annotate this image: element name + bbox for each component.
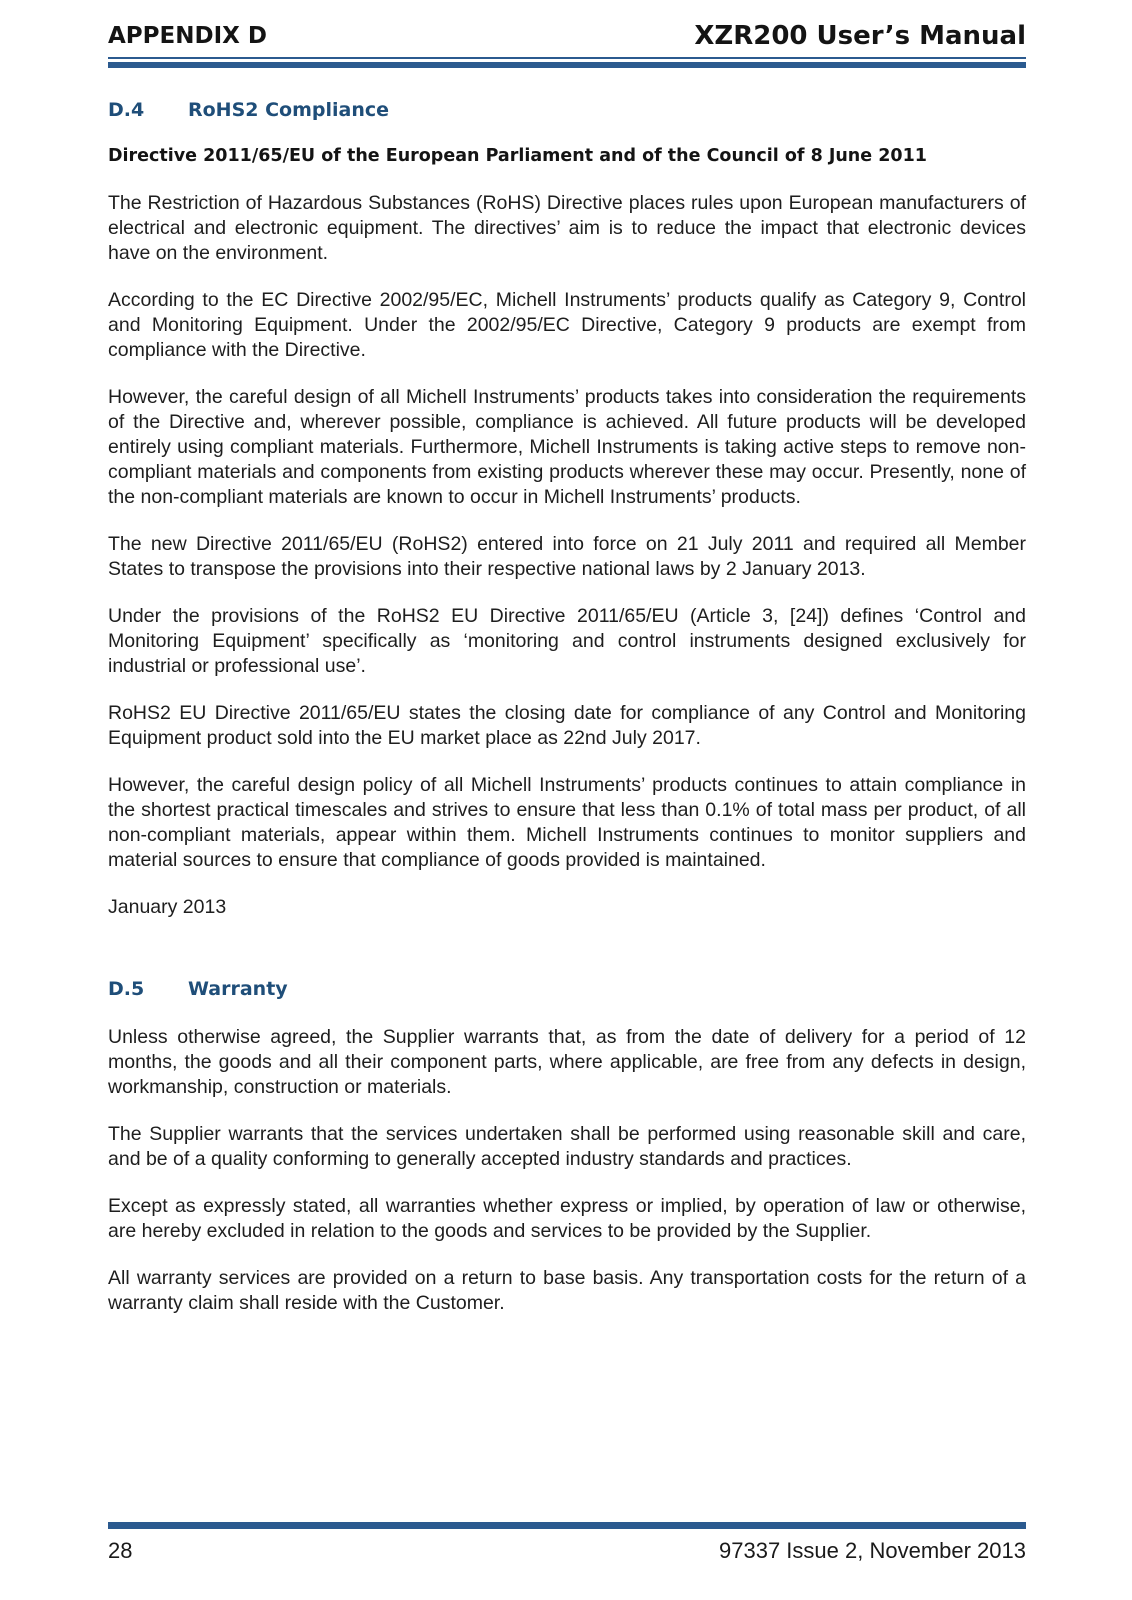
section-title: Warranty <box>188 978 288 1000</box>
section-title: RoHS2 Compliance <box>188 99 390 121</box>
section-heading-rohs2 <box>108 96 1026 124</box>
paragraph: All warranty services are provided on a return to base basis. Any transportation costs for the return of a warranty claim shall reside with the Customer. <box>108 1267 1026 1314</box>
paragraph: Except as expressly stated, all warranties whether express or implied, by operation of law or otherwise, are hereby excluded in relation to the goods and services to be provided by the Supplier. <box>108 1195 1026 1242</box>
page-number: 28 <box>108 1538 133 1563</box>
paragraph: However, the careful design policy of all Michell Instruments’ products continues to attain compliance in the shortest practical timescales and strives to ensure that less than 0.1% of total mass per product, of all non-compliant materials, appear within them. Michell Instruments continues to monitor suppliers and material sources to ensure that compliance of goods provided is maintained. <box>108 774 1026 871</box>
manual-title: XZR200 User’s Manual <box>694 21 1026 51</box>
paragraph: Under the provisions of the RoHS2 EU Directive 2011/65/EU (Article 3, [24]) defines ‘Control and Monitoring Equipment’ specifically as ‘monitoring and control instruments designed exclusively for industrial or professional use’. <box>108 605 1026 677</box>
paragraph: The new Directive 2011/65/EU (RoHS2) entered into force on 21 July 2011 and required all Member States to transpose the provisions into their respective national laws by 2 January 2013. <box>108 533 1026 580</box>
header-rule-thin <box>108 57 1026 59</box>
section-number: D.4 <box>108 99 145 121</box>
page-header <box>108 18 1026 54</box>
paragraph: RoHS2 EU Directive 2011/65/EU states the closing date for compliance of any Control and Monitoring Equipment product sold into the EU market place as 22nd July 2017. <box>108 702 1026 749</box>
paragraph: The Restriction of Hazardous Substances (RoHS) Directive places rules upon European manufacturers of electrical and electronic equipment. The directives’ aim is to reduce the impact that electronic devices have on the environment. <box>108 192 1026 264</box>
header-rule-thick <box>108 62 1026 68</box>
section-gap <box>108 920 1026 975</box>
section-heading-warranty <box>108 975 1026 1003</box>
appendix-label: APPENDIX D <box>108 23 267 49</box>
section-number: D.5 <box>108 978 145 1000</box>
paragraph: The Supplier warrants that the services undertaken shall be performed using reasonable skill and care, and be of a quality conforming to generally accepted industry standards and practices. <box>108 1123 1026 1170</box>
page-content <box>108 96 1026 1316</box>
date-line: January 2013 <box>108 896 227 918</box>
directive-subheading: Directive 2011/65/EU of the European Parliament and of the Council of 8 June 2011 <box>108 146 927 166</box>
paragraph: According to the EC Directive 2002/95/EC, Michell Instruments’ products qualify as Category 9, Control and Monitoring Equipment. Under the 2002/95/EC Directive, Category 9 products are exempt from compliance with the Directive. <box>108 289 1026 361</box>
footer-rule <box>108 1522 1026 1529</box>
paragraph: However, the careful design of all Michell Instruments’ products takes into consideration the requirements of the Directive and, wherever possible, compliance is achieved. All future products will be developed entirely using compliant materials. Furthermore, Michell Instruments is taking active steps to remove non-compliant materials and components from existing products wherever these may occur. Presently, none of the non-compliant materials are known to occur in Michell Instruments’ products. <box>108 386 1026 508</box>
document-info: 97337 Issue 2, November 2013 <box>719 1538 1026 1563</box>
paragraph: Unless otherwise agreed, the Supplier warrants that, as from the date of delivery for a period of 12 months, the goods and all their component parts, where applicable, are free from any defects in design, workmanship, construction or materials. <box>108 1026 1026 1098</box>
